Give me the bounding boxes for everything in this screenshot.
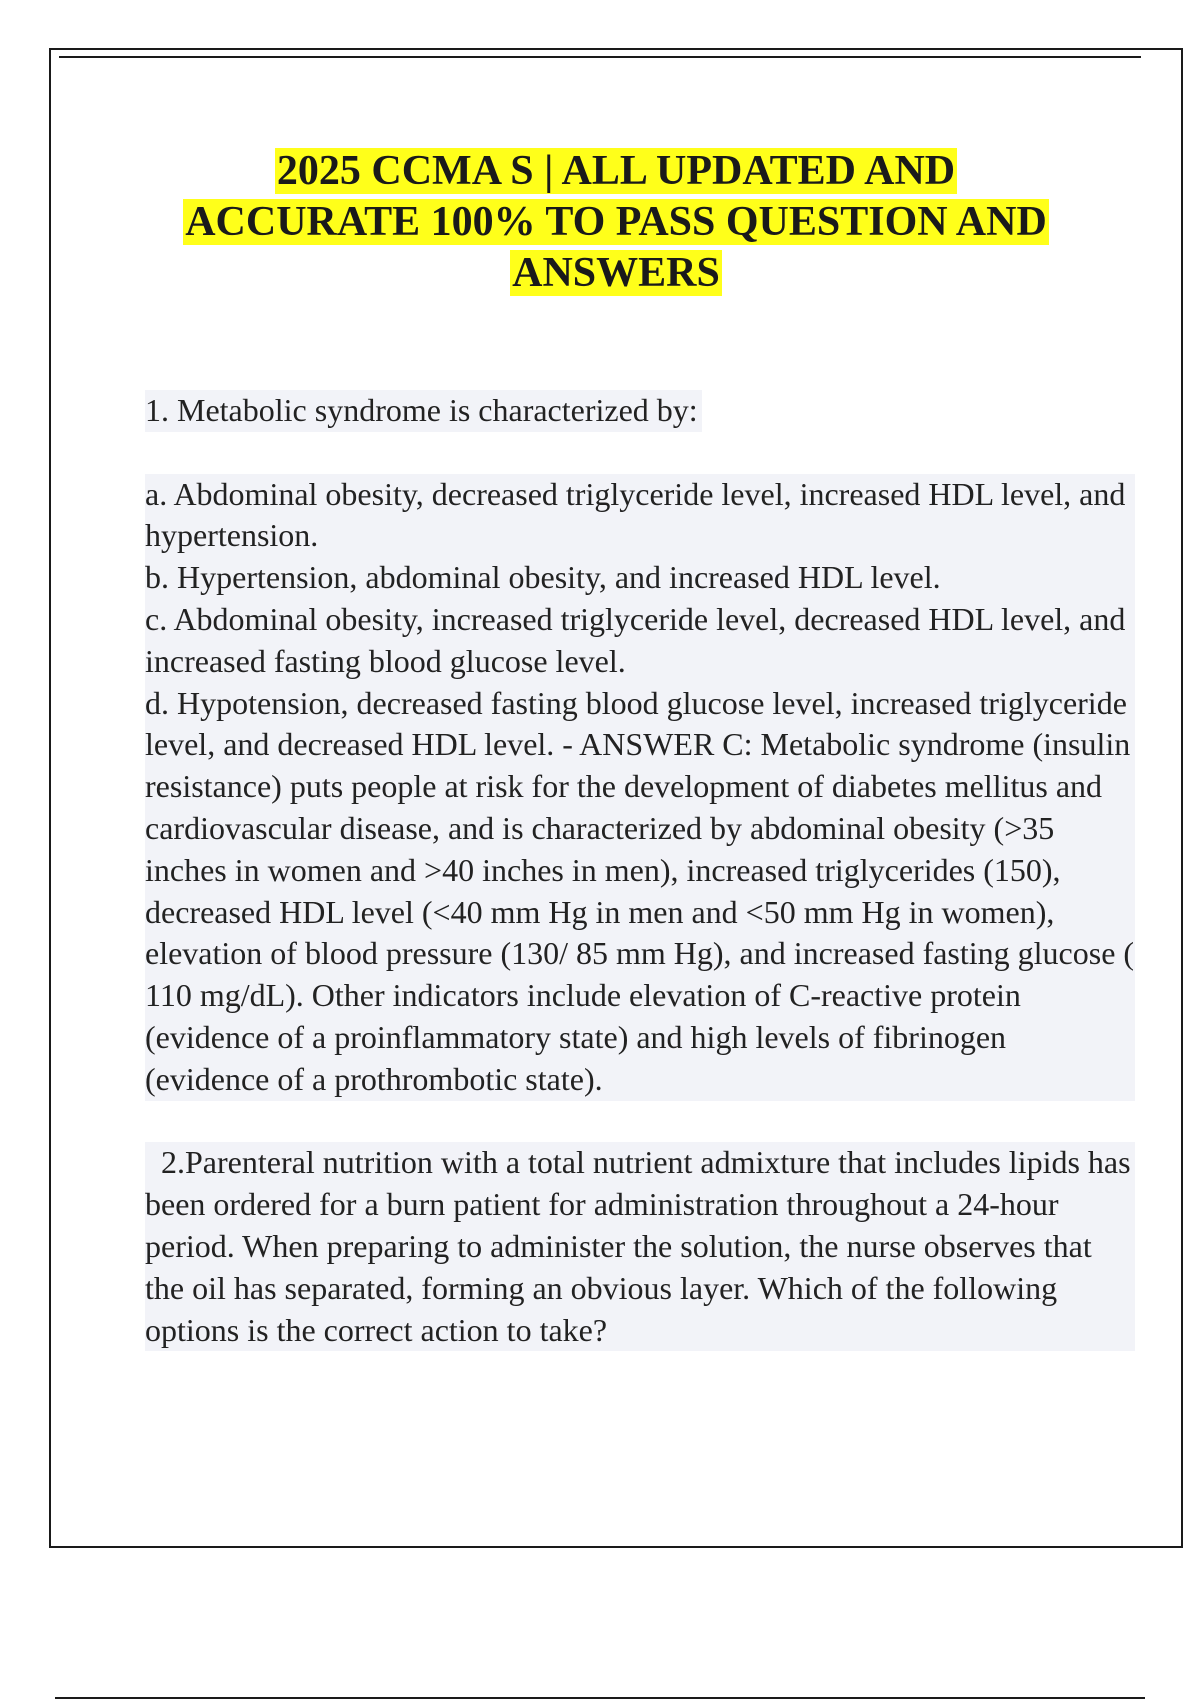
- top-rule: [59, 56, 1141, 58]
- title-line-2: ACCURATE 100% TO PASS QUESTION AND: [185, 199, 1047, 245]
- question-1-options: [145, 474, 1135, 1101]
- question-2-stem: 2.Parenteral nutrition with a total nutrient admixture that includes lipids has been ordered for a burn patient for administration throughout a 24-hour period. When preparing to administer the solution, the nurse observes that the oil has separated, forming an obvious layer. Which of the following options is the correct action to take?: [145, 1144, 1131, 1348]
- option-b: b. Hypertension, abdominal obesity, and increased HDL level.: [145, 559, 941, 596]
- document-title: [51, 146, 1181, 299]
- page-frame: [49, 48, 1183, 1548]
- question-content: [145, 390, 1135, 1351]
- title-line-3: ANSWERS: [512, 250, 720, 296]
- question-2: [145, 1142, 1135, 1351]
- question-1-stem: 1. Metabolic syndrome is characterized by:: [145, 390, 702, 432]
- option-c: c. Abdominal obesity, increased triglyceride level, decreased HDL level, and increased fasting blood glucose level.: [145, 600, 1126, 679]
- question-1: [145, 390, 1135, 432]
- title-line-1: 2025 CCMA S | ALL UPDATED AND: [276, 148, 956, 194]
- option-d-answer: d. Hypotension, decreased fasting blood glucose level, increased triglyceride level, and decreased HDL level. - ANSWER C: Metabolic syndrome (insulin resistance) puts people at risk for the development of diabetes mellitus and cardiovascular disease, and is characterized by abdominal obesity (>35 inches in women and >40 inches in men), increased triglycerides (150), decreased HDL level (<40 mm Hg in men and <50 mm Hg in women), elevation of blood pressure (130/ 85 mm Hg), and increased fasting glucose ( 110 mg/dL). Other indicators include elevation of C-reactive protein (evidence of a proinflammatory state) and high levels of fibrinogen (evidence of a prothrombotic state).: [145, 684, 1135, 1097]
- option-a: a. Abdominal obesity, decreased triglyceride level, increased HDL level, and hypertension.: [145, 475, 1126, 554]
- bottom-rule: [55, 1697, 1145, 1699]
